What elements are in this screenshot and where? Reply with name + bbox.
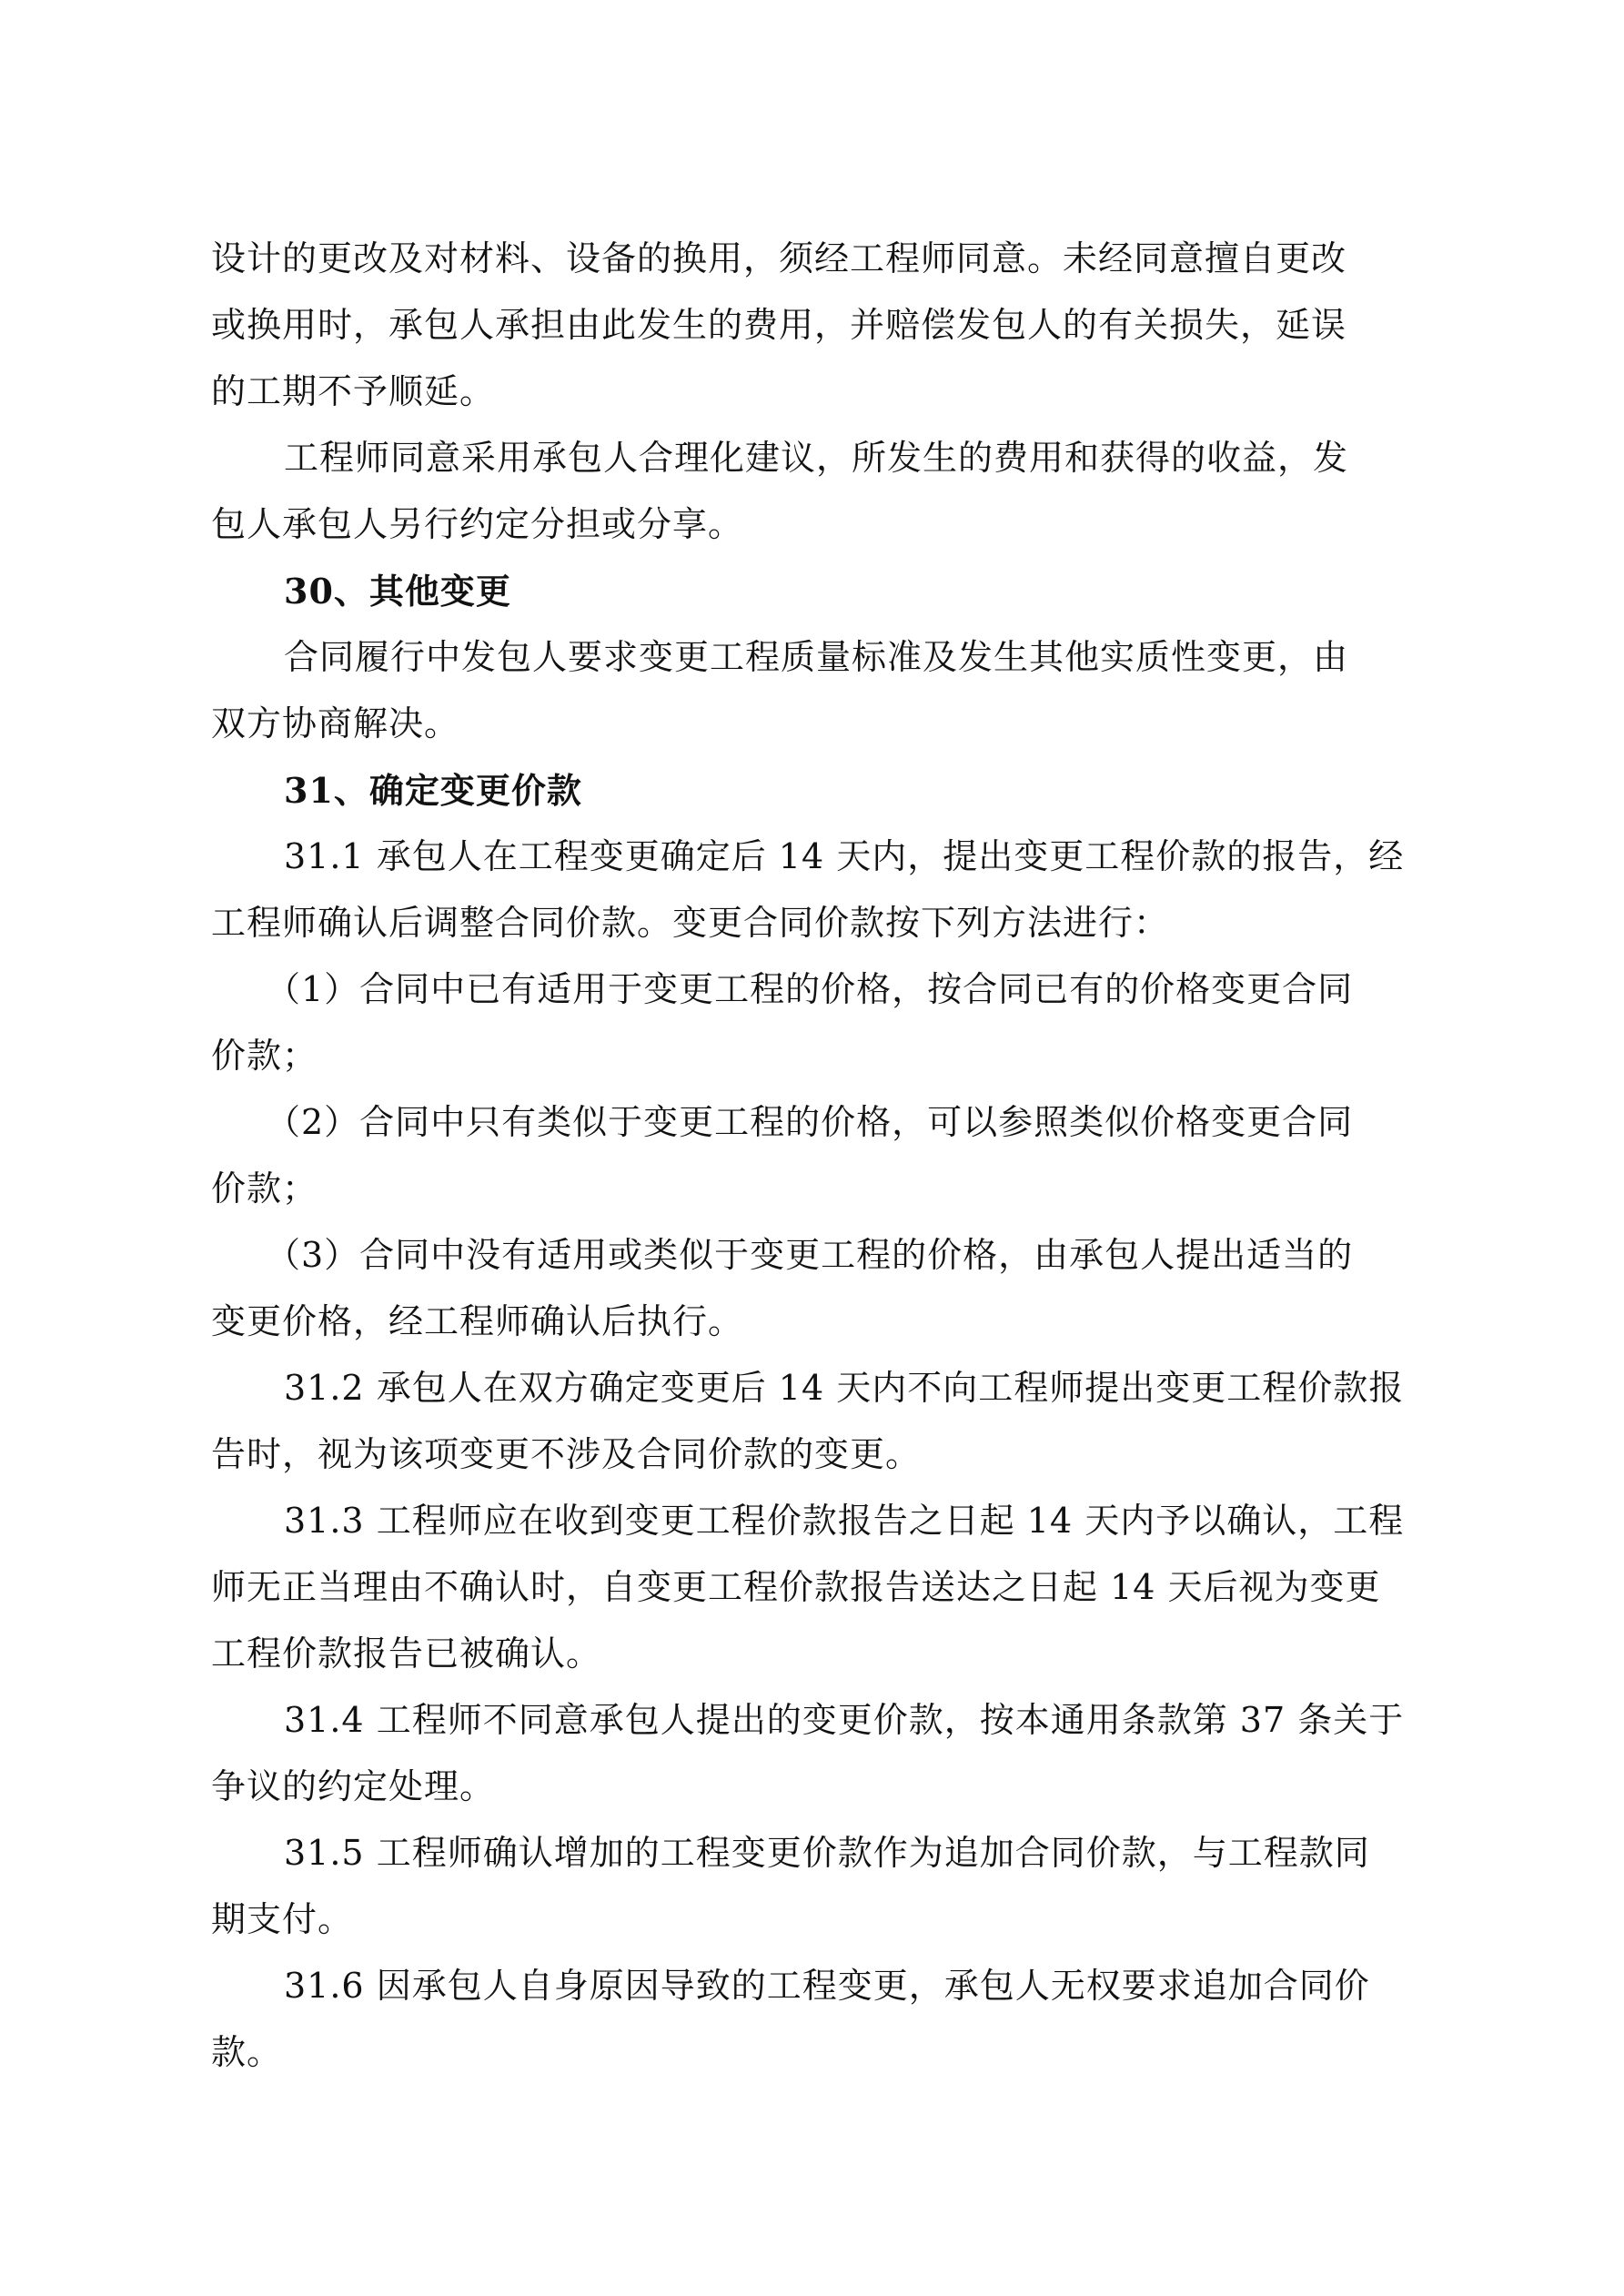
paragraph-line: 师无正当理由不确认时，自变更工程价款报告送达之日起 14 天后视为变更: [211, 1567, 1381, 1607]
paragraph-line: 款。: [211, 2032, 283, 2072]
paragraph-line: 争议的约定处理。: [211, 1766, 496, 1806]
paragraph-line: 工程师同意采用承包人合理化建议，所发生的费用和获得的收益，发: [284, 438, 1349, 478]
paragraph-line: 合同履行中发包人要求变更工程质量标准及发生其他实质性变更，由: [284, 637, 1349, 677]
paragraph-line: 变更价格，经工程师确认后执行。: [211, 1301, 744, 1341]
paragraph-line: 双方协商解决。: [211, 703, 460, 743]
paragraph-line: 期支付。: [211, 1899, 354, 1939]
paragraph-line: 告时，视为该项变更不涉及合同价款的变更。: [211, 1434, 922, 1474]
method-item-2: （2）合同中只有类似于变更工程的价格，可以参照类似价格变更合同: [266, 1102, 1354, 1142]
clause-31-5: 31.5 工程师确认增加的工程变更价款作为追加合同价款，与工程款同: [284, 1833, 1370, 1873]
paragraph-line: 价款；: [211, 1168, 318, 1209]
paragraph-line: 包人承包人另行约定分担或分享。: [211, 504, 744, 544]
paragraph-line: 设计的更改及对材料、设备的换用，须经工程师同意。未经同意擅自更改: [211, 238, 1347, 278]
section-heading-30: 30、其他变更: [284, 571, 511, 612]
paragraph-line: 的工期不予顺延。: [211, 371, 496, 411]
clause-31-6: 31.6 因承包人自身原因导致的工程变更，承包人无权要求追加合同价: [284, 1966, 1370, 2006]
paragraph-line: 价款；: [211, 1036, 318, 1076]
paragraph-line: 工程师确认后调整合同价款。变更合同价款按下列方法进行：: [211, 903, 1170, 943]
clause-31-4: 31.4 工程师不同意承包人提出的变更价款，按本通用条款第 37 条关于: [284, 1700, 1405, 1740]
section-heading-31: 31、确定变更价款: [284, 770, 582, 811]
paragraph-line: 工程价款报告已被确认。: [211, 1633, 602, 1674]
document-body: [211, 226, 1439, 2086]
method-item-3: （3）合同中没有适用或类似于变更工程的价格，由承包人提出适当的: [266, 1235, 1354, 1275]
method-item-1: （1）合同中已有适用于变更工程的价格，按合同已有的价格变更合同: [266, 969, 1354, 1009]
paragraph-line: 或换用时，承包人承担由此发生的费用，并赔偿发包人的有关损失，延误: [211, 305, 1347, 345]
clause-31-3: 31.3 工程师应在收到变更工程价款报告之日起 14 天内予以确认，工程: [284, 1501, 1405, 1541]
clause-31-1: 31.1 承包人在工程变更确定后 14 天内，提出变更工程价款的报告，经: [284, 836, 1405, 876]
clause-31-2: 31.2 承包人在双方确定变更后 14 天内不向工程师提出变更工程价款报: [284, 1368, 1405, 1408]
